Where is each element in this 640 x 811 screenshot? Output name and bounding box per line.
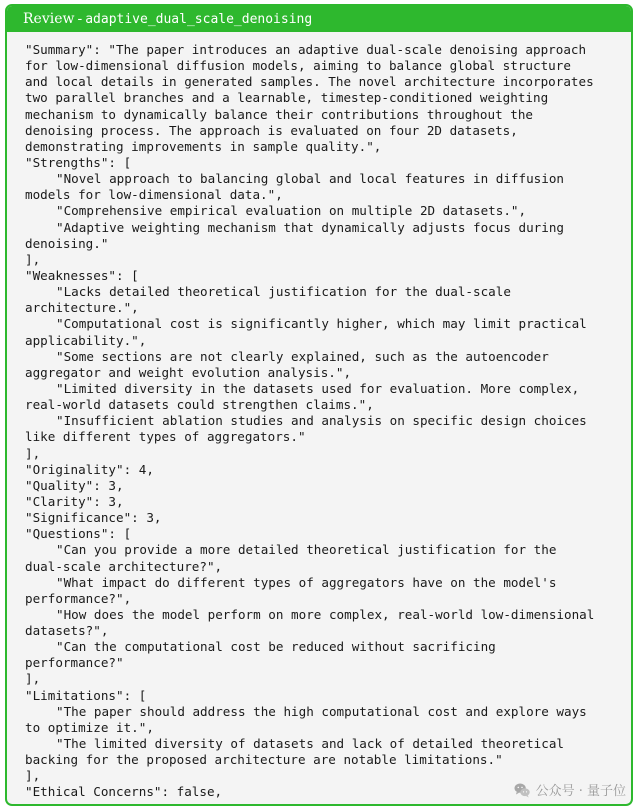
review-line: datasets?", [25,623,109,639]
review-line: "Novel approach to balancing global and local features in diffusion [56,171,564,187]
wechat-icon [513,781,531,799]
review-line: architecture.", [25,300,139,316]
review-line: "Clarity": 3, [25,493,124,509]
review-line: models for low-dimensional data.", [25,187,283,203]
review-line: two parallel branches and a learnable, timestep-conditioned weighting [25,90,549,106]
review-panel [5,4,633,806]
review-line: denoising." [25,235,109,251]
watermark [513,780,626,799]
review-line: like different types of aggregators." [25,429,306,445]
review-line: "Summary": "The paper introduces an adaptive dual-scale denoising approach [25,42,587,57]
review-line: ], [25,445,41,461]
review-line: "Comprehensive empirical evaluation on multiple 2D datasets.", [56,203,527,219]
review-line: "Ethical Concerns": false, [25,784,223,800]
review-line: denoising process. The approach is evaluated on four 2D datasets, [25,122,518,138]
review-line: backing for the proposed architecture are notable limitations." [25,752,503,768]
review-line: "Insufficient ablation studies and analysis on specific design choices [56,413,587,429]
review-line: performance?", [25,590,132,606]
review-line: "Quality": 3, [25,477,124,493]
review-line: dual-scale architecture?", [25,558,223,574]
review-name: adaptive_dual_scale_denoising [85,11,313,27]
review-line: "Lacks detailed theoretical justification for the dual-scale [56,284,511,300]
review-line: "The limited diversity of datasets and lack of detailed theoretical [56,736,564,752]
review-line: "Adaptive weighting mechanism that dynamically adjusts focus during [56,219,564,235]
review-line: "Can you provide a more detailed theoretical justification for the [56,542,557,558]
watermark-text: 公众号 · 量子位 [535,784,626,799]
review-line: applicability.", [25,332,147,348]
review-line: "How does the model perform on more complex, real-world low-dimensional [56,606,595,622]
review-line: "Questions": [ [25,526,132,542]
review-line: "Limited diversity in the datasets used for evaluation. More complex, [56,380,580,396]
review-line: performance?" [25,655,124,671]
review-line: "What impact do different types of aggregators have on the model's [56,574,557,590]
review-line: and local details in generated samples. The novel architecture incorporates [25,74,594,90]
review-line: mechanism to dynamically balance their contributions throughout the [25,106,533,122]
review-line: ], [25,768,41,784]
review-line: "Can the computational cost be reduced without sacrificing [56,639,496,655]
review-line: real-world datasets could strengthen claims.", [25,397,374,413]
review-line: ], [25,671,41,687]
review-line: demonstrating improvements in sample quality.", [25,138,382,154]
review-header [7,6,631,32]
review-line: "Strengths": [ [25,154,132,170]
review-label: Review [23,11,75,27]
review-line: "Some sections are not clearly explained, such as the autoencoder [56,348,549,364]
review-line: ], [25,251,41,267]
review-line: for low-dimensional diffusion models, aiming to balance global structure [25,58,571,74]
header-separator: - [77,11,83,27]
review-line: "Originality": 4, [25,461,154,477]
review-body [7,32,631,801]
review-line: "Significance": 3, [25,510,162,526]
review-line: "The paper should address the high computational cost and explore ways [56,703,587,719]
review-line: to optimize it.", [25,719,154,735]
review-line: "Limitations": [ [25,687,147,703]
review-line: aggregator and weight evolution analysis.", [25,364,352,380]
review-line: "Weaknesses": [ [25,267,139,283]
review-line: "Computational cost is significantly higher, which may limit practical [56,316,587,332]
